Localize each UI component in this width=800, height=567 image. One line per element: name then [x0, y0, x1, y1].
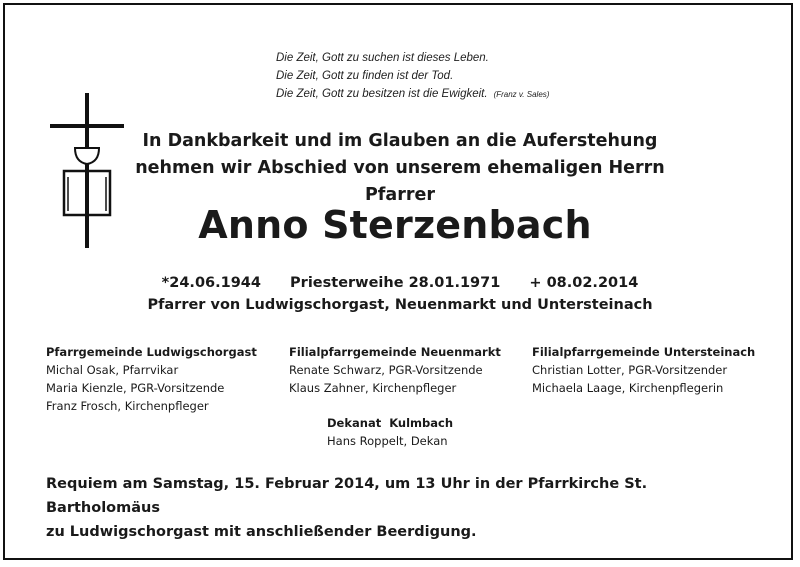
cross-chalice-book-icon	[50, 93, 128, 248]
quote-block	[276, 49, 549, 104]
column-heading: Filialpfarrgemeinde Neuenmarkt	[289, 345, 501, 359]
requiem-line-2: zu Ludwigschorgast mit anschließender Beerdigung.	[46, 524, 477, 540]
dekanat-line: Hans Roppelt, Dekan	[327, 434, 448, 448]
quote-line-2: Die Zeit, Gott zu finden ist der Tod.	[276, 70, 454, 82]
mourner-line: Franz Frosch, Kirchenpfleger	[46, 399, 209, 413]
parishes-line: Pfarrer von Ludwigschorgast, Neuenmarkt und Untersteinach	[147, 297, 653, 313]
mourner-line: Klaus Zahner, Kirchenpfleger	[289, 381, 457, 395]
quote-line-1: Die Zeit, Gott zu suchen ist dieses Leben.	[276, 52, 489, 64]
ordination-date: Priesterweihe 28.01.1971	[290, 275, 501, 291]
mourners-column-untersteinach	[532, 343, 755, 397]
mourners-column-neuenmarkt	[289, 343, 501, 397]
headline-line-2: nehmen wir Abschied von unserem ehemaligen Herrn Pfarrer	[135, 158, 665, 205]
requiem-line-1: Requiem am Samstag, 15. Februar 2014, um 13 Uhr in der Pfarrkirche St. Bartholomäus	[46, 476, 648, 516]
column-heading: Pfarrgemeinde Ludwigschorgast	[46, 345, 257, 359]
deceased-name: Anno Sterzenbach	[198, 203, 592, 247]
requiem-notice	[46, 472, 766, 544]
dekanat-heading: Dekanat Kulmbach	[327, 416, 454, 430]
headline-line-1: In Dankbarkeit und im Glauben an die Auferstehung	[142, 131, 658, 151]
dates-line	[130, 272, 670, 294]
mourner-line: Michaela Laage, Kirchenpflegerin	[532, 381, 724, 395]
quote-source: (Franz v. Sales)	[493, 90, 550, 99]
dekanat-block	[327, 414, 453, 450]
mourner-line: Renate Schwarz, PGR-Vorsitzende	[289, 363, 483, 377]
quote-line-3: Die Zeit, Gott zu besitzen ist die Ewigkeit.	[276, 88, 488, 100]
mourner-line: Christian Lotter, PGR-Vorsitzender	[532, 363, 728, 377]
birth-date: *24.06.1944	[161, 275, 261, 291]
mourner-line: Michal Osak, Pfarrvikar	[46, 363, 179, 377]
mourner-line: Maria Kienzle, PGR-Vorsitzende	[46, 381, 225, 395]
headline	[130, 128, 670, 209]
mourners-column-ludwigschorgast	[46, 343, 257, 415]
death-date: + 08.02.2014	[529, 275, 639, 291]
column-heading: Filialpfarrgemeinde Untersteinach	[532, 345, 756, 359]
